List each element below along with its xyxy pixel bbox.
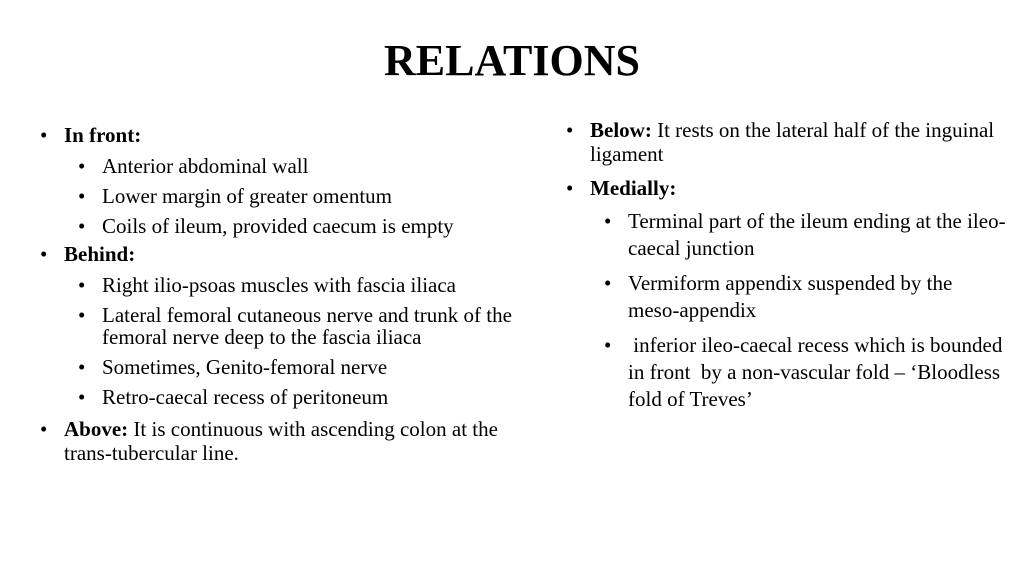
left-column bbox=[40, 118, 540, 465]
above-item bbox=[40, 417, 540, 465]
bullet-icon: • bbox=[78, 154, 86, 178]
bullet-icon: • bbox=[40, 417, 48, 441]
bullet-icon: • bbox=[40, 123, 48, 147]
list-item bbox=[78, 356, 540, 378]
list-item-text: Lower margin of greater omentum bbox=[102, 184, 393, 208]
bullet-icon: • bbox=[566, 176, 574, 200]
bullet-icon: • bbox=[566, 118, 574, 142]
bullet-icon: • bbox=[40, 242, 48, 266]
list-item bbox=[78, 304, 540, 348]
below-item bbox=[566, 118, 1006, 166]
right-list bbox=[566, 118, 1006, 413]
above-text: It is continuous with ascending colon at the trans-tubercular line. bbox=[64, 417, 498, 465]
list-item bbox=[604, 270, 1006, 324]
list-item-text: Coils of ileum, provided caecum is empty bbox=[102, 214, 454, 238]
list-item bbox=[78, 215, 540, 237]
list-item bbox=[78, 274, 540, 296]
slide-title: RELATIONS bbox=[384, 36, 640, 85]
list-item-text: Retro-caecal recess of peritoneum bbox=[102, 385, 389, 409]
list-item bbox=[604, 332, 1006, 413]
list-item-text: Vermiform appendix suspended by the meso-appendix bbox=[628, 271, 953, 322]
bullet-icon: • bbox=[604, 333, 612, 357]
right-column bbox=[566, 118, 1006, 413]
bullet-icon: • bbox=[604, 271, 612, 295]
list-item bbox=[78, 386, 540, 408]
bullet-icon: • bbox=[604, 209, 612, 233]
below-text: It rests on the lateral half of the inguinal ligament bbox=[590, 118, 995, 166]
list-item-text: Right ilio-psoas muscles with fascia iliaca bbox=[102, 273, 457, 297]
bullet-icon: • bbox=[78, 273, 86, 297]
in-front-sublist bbox=[78, 155, 540, 237]
medially-item bbox=[566, 176, 1006, 413]
below-label: Below: bbox=[590, 118, 652, 142]
bullet-icon: • bbox=[78, 385, 86, 409]
above-label: Above: bbox=[64, 417, 129, 441]
left-list bbox=[40, 123, 540, 465]
medially-label: Medially: bbox=[590, 176, 677, 200]
list-item-text: Sometimes, Genito-femoral nerve bbox=[102, 355, 388, 379]
list-item bbox=[78, 155, 540, 177]
list-item bbox=[78, 185, 540, 207]
list-item-text: inferior ileo-caecal recess which is bounded in front by a non-vascular fold – ‘Bloodless fold of Treves’ bbox=[628, 333, 1008, 411]
bullet-icon: • bbox=[78, 303, 86, 327]
bullet-icon: • bbox=[78, 184, 86, 208]
behind-item bbox=[40, 242, 540, 408]
medially-sublist bbox=[604, 208, 1006, 413]
list-item bbox=[604, 208, 1006, 262]
behind-sublist bbox=[78, 274, 540, 408]
behind-label: Behind: bbox=[64, 242, 136, 266]
list-item-text: Lateral femoral cutaneous nerve and trunk of the femoral nerve deep to the fascia iliaca bbox=[102, 303, 512, 349]
bullet-icon: • bbox=[78, 355, 86, 379]
list-item-text: Anterior abdominal wall bbox=[102, 154, 309, 178]
in-front-label: In front: bbox=[64, 123, 142, 147]
bullet-icon: • bbox=[78, 214, 86, 238]
list-item-text: Terminal part of the ileum ending at the ileo-caecal junction bbox=[628, 209, 1006, 260]
in-front-item bbox=[40, 123, 540, 237]
